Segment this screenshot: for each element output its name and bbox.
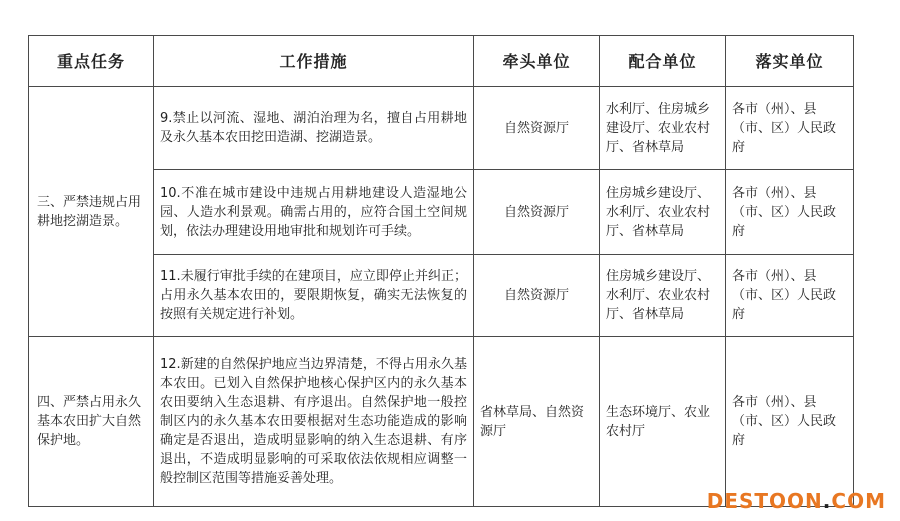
header-lead-unit: 牵头单位 bbox=[474, 36, 600, 87]
watermark-dot: . bbox=[822, 489, 832, 513]
lead-unit-cell: 自然资源厅 bbox=[474, 255, 600, 337]
impl-unit-cell: 各市（州）、县（市、区）人民政府 bbox=[726, 170, 854, 255]
impl-unit-cell: 各市（州）、县（市、区）人民政府 bbox=[726, 87, 854, 170]
header-coop-unit: 配合单位 bbox=[600, 36, 726, 87]
watermark-suffix: COM bbox=[831, 489, 886, 513]
lead-unit-cell: 自然资源厅 bbox=[474, 87, 600, 170]
measure-cell: 9.禁止以河流、湿地、湖泊治理为名，擅自占用耕地及永久基本农田挖田造湖、挖湖造景。 bbox=[154, 87, 474, 170]
measure-cell: 11.未履行审批手续的在建项目，应立即停止并纠正；占用永久基本农田的，要限期恢复，确实无法恢复的按照有关规定进行补划。 bbox=[154, 255, 474, 337]
lead-unit-cell: 省林草局、自然资源厅 bbox=[474, 337, 600, 507]
task-cell: 三、严禁违规占用耕地挖湖造景。 bbox=[29, 87, 154, 337]
header-measures: 工作措施 bbox=[154, 36, 474, 87]
coop-unit-cell: 住房城乡建设厅、水利厅、农业农村厅、省林草局 bbox=[600, 255, 726, 337]
coop-unit-cell: 水利厅、住房城乡建设厅、农业农村厅、省林草局 bbox=[600, 87, 726, 170]
watermark-main: DESTOON bbox=[706, 489, 823, 513]
coop-unit-cell: 住房城乡建设厅、水利厅、农业农村厅、省林草局 bbox=[600, 170, 726, 255]
task-cell: 四、严禁占用永久基本农田扩大自然保护地。 bbox=[29, 337, 154, 507]
measure-cell: 10.不准在城市建设中违规占用耕地建设人造湿地公园、人造水利景观。确需占用的，应符合国土空间规划，依法办理建设用地审批和规划许可手续。 bbox=[154, 170, 474, 255]
table-row bbox=[29, 337, 854, 507]
measure-cell: 12.新建的自然保护地应当边界清楚，不得占用永久基本农田。已划入自然保护地核心保护区内的永久基本农田要纳入生态退耕、有序退出。自然保护地一般控制区内的永久基本农田要根据对生态功能造成的影响确定是否退出，造成明显影响的纳入生态退耕、有序退出，不造成明显影响的可采取依法依规相应调整一般控制区范围等措施妥善处理。 bbox=[154, 337, 474, 507]
policy-table bbox=[28, 35, 854, 507]
table-header-row bbox=[29, 36, 854, 87]
header-key-task: 重点任务 bbox=[29, 36, 154, 87]
impl-unit-cell: 各市（州）、县（市、区）人民政府 bbox=[726, 255, 854, 337]
table-row bbox=[29, 87, 854, 170]
site-watermark bbox=[707, 489, 886, 513]
coop-unit-cell: 生态环境厅、农业农村厅 bbox=[600, 337, 726, 507]
lead-unit-cell: 自然资源厅 bbox=[474, 170, 600, 255]
impl-unit-cell: 各市（州）、县（市、区）人民政府 bbox=[726, 337, 854, 507]
header-impl-unit: 落实单位 bbox=[726, 36, 854, 87]
